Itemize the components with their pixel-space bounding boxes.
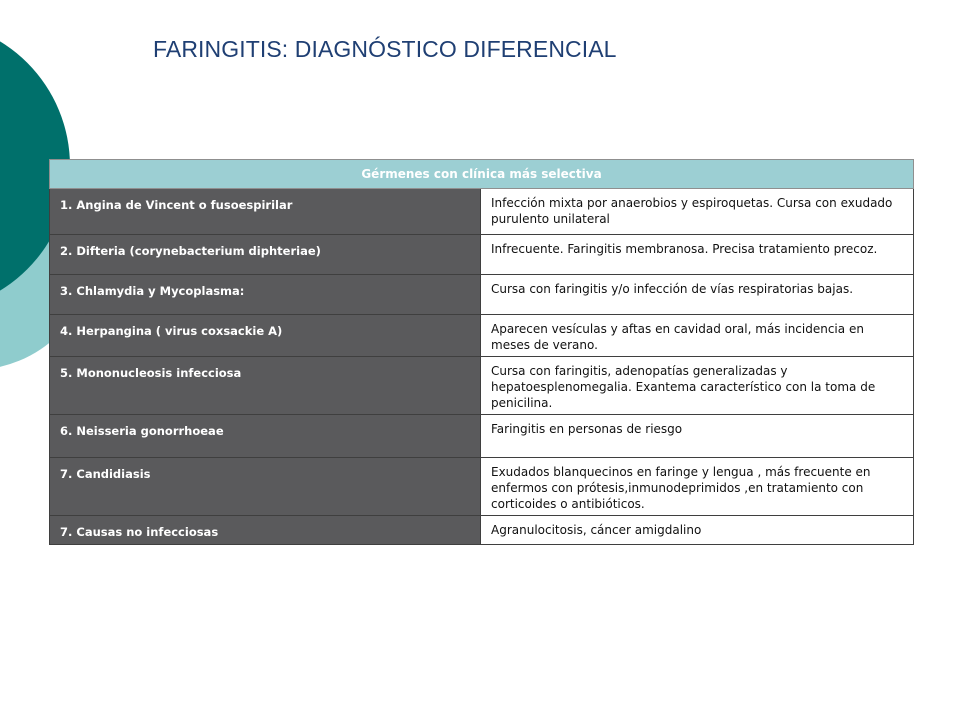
condition-cell: 5. Mononucleosis infecciosa (50, 357, 481, 415)
description-cell: Aparecen vesículas y aftas en cavidad oral, más incidencia en meses de verano. (481, 315, 914, 357)
condition-cell: 4. Herpangina ( virus coxsackie A) (50, 315, 481, 357)
description-cell: Agranulocitosis, cáncer amigdalino (481, 516, 914, 545)
condition-cell: 7. Causas no infecciosas (50, 516, 481, 545)
description-cell: Infección mixta por anaerobios y espiroquetas. Cursa con exudado purulento unilateral (481, 189, 914, 235)
table-row (50, 357, 914, 415)
table-row (50, 315, 914, 357)
condition-cell: 1. Angina de Vincent o fusoespirilar (50, 189, 481, 235)
condition-cell: 6. Neisseria gonorrhoeae (50, 415, 481, 458)
description-cell: Exudados blanquecinos en faringe y lengua , más frecuente en enfermos con prótesis,inmunodeprimidos ,en tratamiento con corticoides o antibióticos. (481, 458, 914, 516)
condition-cell: 3. Chlamydia y Mycoplasma: (50, 275, 481, 315)
table-header: Gérmenes con clínica más selectiva (50, 160, 914, 189)
table-row (50, 516, 914, 545)
description-cell: Faringitis en personas de riesgo (481, 415, 914, 458)
condition-cell: 2. Difteria (corynebacterium diphteriae) (50, 235, 481, 275)
description-cell: Cursa con faringitis, adenopatías generalizadas y hepatoesplenomegalia. Exantema característico con la toma de penicilina. (481, 357, 914, 415)
condition-cell: 7. Candidiasis (50, 458, 481, 516)
table-row (50, 458, 914, 516)
table-row (50, 189, 914, 235)
table-row (50, 275, 914, 315)
differential-diagnosis-table (49, 159, 914, 545)
description-cell: Cursa con faringitis y/o infección de vías respiratorias bajas. (481, 275, 914, 315)
slide-title: FARINGITIS: DIAGNÓSTICO DIFERENCIAL (153, 36, 617, 62)
table-row (50, 235, 914, 275)
description-cell: Infrecuente. Faringitis membranosa. Precisa tratamiento precoz. (481, 235, 914, 275)
table-row (50, 415, 914, 458)
table-header-row (50, 160, 914, 189)
